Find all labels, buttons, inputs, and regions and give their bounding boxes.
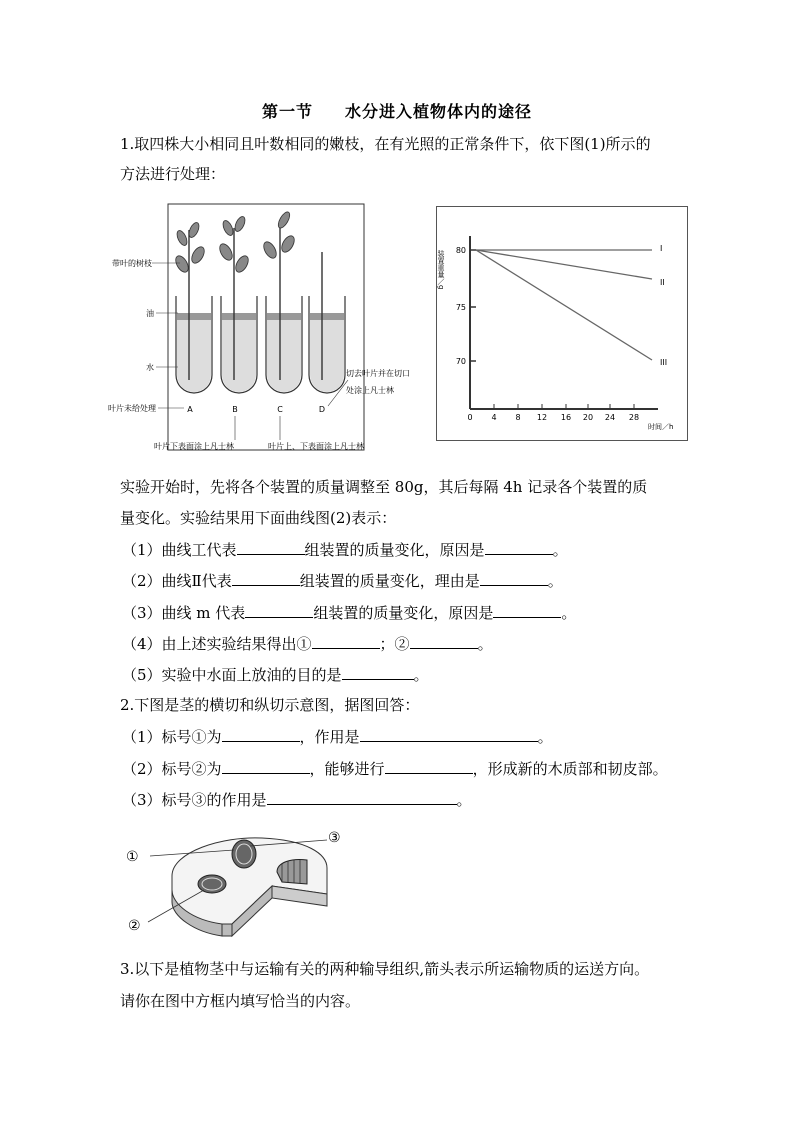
figure-1-test-tubes (108, 200, 410, 456)
y-tick-75: 75 (455, 303, 466, 312)
answer-blank[interactable] (222, 757, 310, 774)
answer-blank[interactable] (410, 632, 478, 649)
x-tick-20: 20 (582, 413, 594, 422)
x-tick-16: 16 (560, 413, 572, 422)
curve-label-ii: II (660, 278, 665, 287)
y-tick-70: 70 (455, 357, 466, 366)
marker-1: ① (126, 849, 139, 865)
x-tick-8: 8 (515, 413, 521, 422)
q3-line2: 请你在图中方框内填写恰当的内容。 (120, 992, 361, 1010)
x-tick-4: 4 (491, 413, 497, 422)
marker-3: ③ (328, 830, 341, 846)
q1-sub3: （3）曲线 m 代表 组装置的质量变化，原因是 。 (122, 601, 576, 624)
answer-blank[interactable] (232, 569, 300, 586)
answer-blank[interactable] (312, 632, 380, 649)
q1-sub4: （4）由上述实验结果得出① ；② 。 (122, 632, 493, 655)
q1-intro-line2: 方法进行处理： (120, 165, 226, 183)
answer-blank[interactable] (222, 725, 300, 742)
q2-intro: 2.下图是茎的横切和纵切示意图，据图回答： (120, 696, 420, 714)
answer-blank[interactable] (485, 538, 553, 555)
y-tick-80: 80 (455, 246, 466, 255)
label-branch: 带叶的树枝 (112, 259, 152, 268)
answer-blank[interactable] (480, 569, 548, 586)
q1-text-line2: 量变化。实验结果用下面曲线图(2)表示： (120, 509, 397, 527)
figure-2-mass-graph (436, 206, 688, 442)
x-axis-label: 时间／h (648, 423, 674, 431)
q1-text-line1: 实验开始时，先将各个装置的质量调整至 80g，其后每隔 4h 记录各个装置的质 (120, 478, 648, 496)
answer-blank[interactable] (493, 601, 561, 618)
tube-label-c: C (277, 405, 283, 414)
label-cut-line1: 切去叶片并在切口 (346, 369, 410, 378)
curve-label-iii: III (660, 358, 668, 367)
q2-sub1: （1）标号①为 ，作用是 。 (122, 725, 553, 748)
q1-sub1: （1）曲线工代表 组装置的质量变化，原因是 。 (122, 538, 568, 561)
tube-label-b: B (232, 405, 238, 414)
q2-sub3: （3）标号③的作用是 。 (122, 788, 472, 811)
answer-blank[interactable] (267, 788, 457, 805)
tube-label-a: A (187, 405, 193, 414)
curve-label-i: I (660, 244, 663, 253)
label-both-surfaces: 叶片上、下表面涂上凡士林 (268, 442, 364, 451)
q2-sub2: （2）标号②为 ，能够进行 ，形成新的木质部和韧皮部。 (122, 757, 668, 780)
page-title: 第一节 水分进入植物体内的途径 (261, 102, 533, 121)
x-tick-24: 24 (604, 413, 616, 422)
y-axis-label-text: 装置重量／g (437, 250, 445, 290)
x-tick-28: 28 (628, 413, 640, 422)
q1-sub5: （5）实验中水面上放油的目的是 。 (122, 663, 429, 686)
x-tick-0: 0 (467, 413, 473, 422)
label-water: 水 (146, 363, 154, 372)
label-lower-surface: 叶片下表面涂上凡士林 (154, 442, 234, 451)
answer-blank[interactable] (360, 725, 538, 742)
label-oil: 油 (146, 309, 154, 318)
stem-section-diagram (122, 824, 362, 940)
answer-blank[interactable] (245, 601, 313, 618)
answer-blank[interactable] (385, 757, 473, 774)
label-cut-line2: 处涂上凡士林 (346, 386, 394, 395)
q1-sub2: （2）曲线Ⅱ代表 组装置的质量变化，理由是 。 (122, 569, 563, 592)
q3-line1: 3.以下是植物茎中与运输有关的两种输导组织,箭头表示所运输物质的运送方向。 (120, 960, 650, 978)
curve-iii (476, 250, 652, 360)
q1-intro-line1: 1.取四株大小相同且叶数相同的嫩枝，在有光照的正常条件下，依下图(1)所示的 (120, 135, 651, 153)
curve-ii (476, 250, 652, 279)
tube-label-d: D (318, 405, 326, 414)
answer-blank[interactable] (237, 538, 305, 555)
answer-blank[interactable] (342, 663, 414, 680)
marker-2: ② (128, 918, 141, 934)
label-untreated: 叶片未给处理 (108, 404, 156, 413)
x-tick-12: 12 (536, 413, 548, 422)
